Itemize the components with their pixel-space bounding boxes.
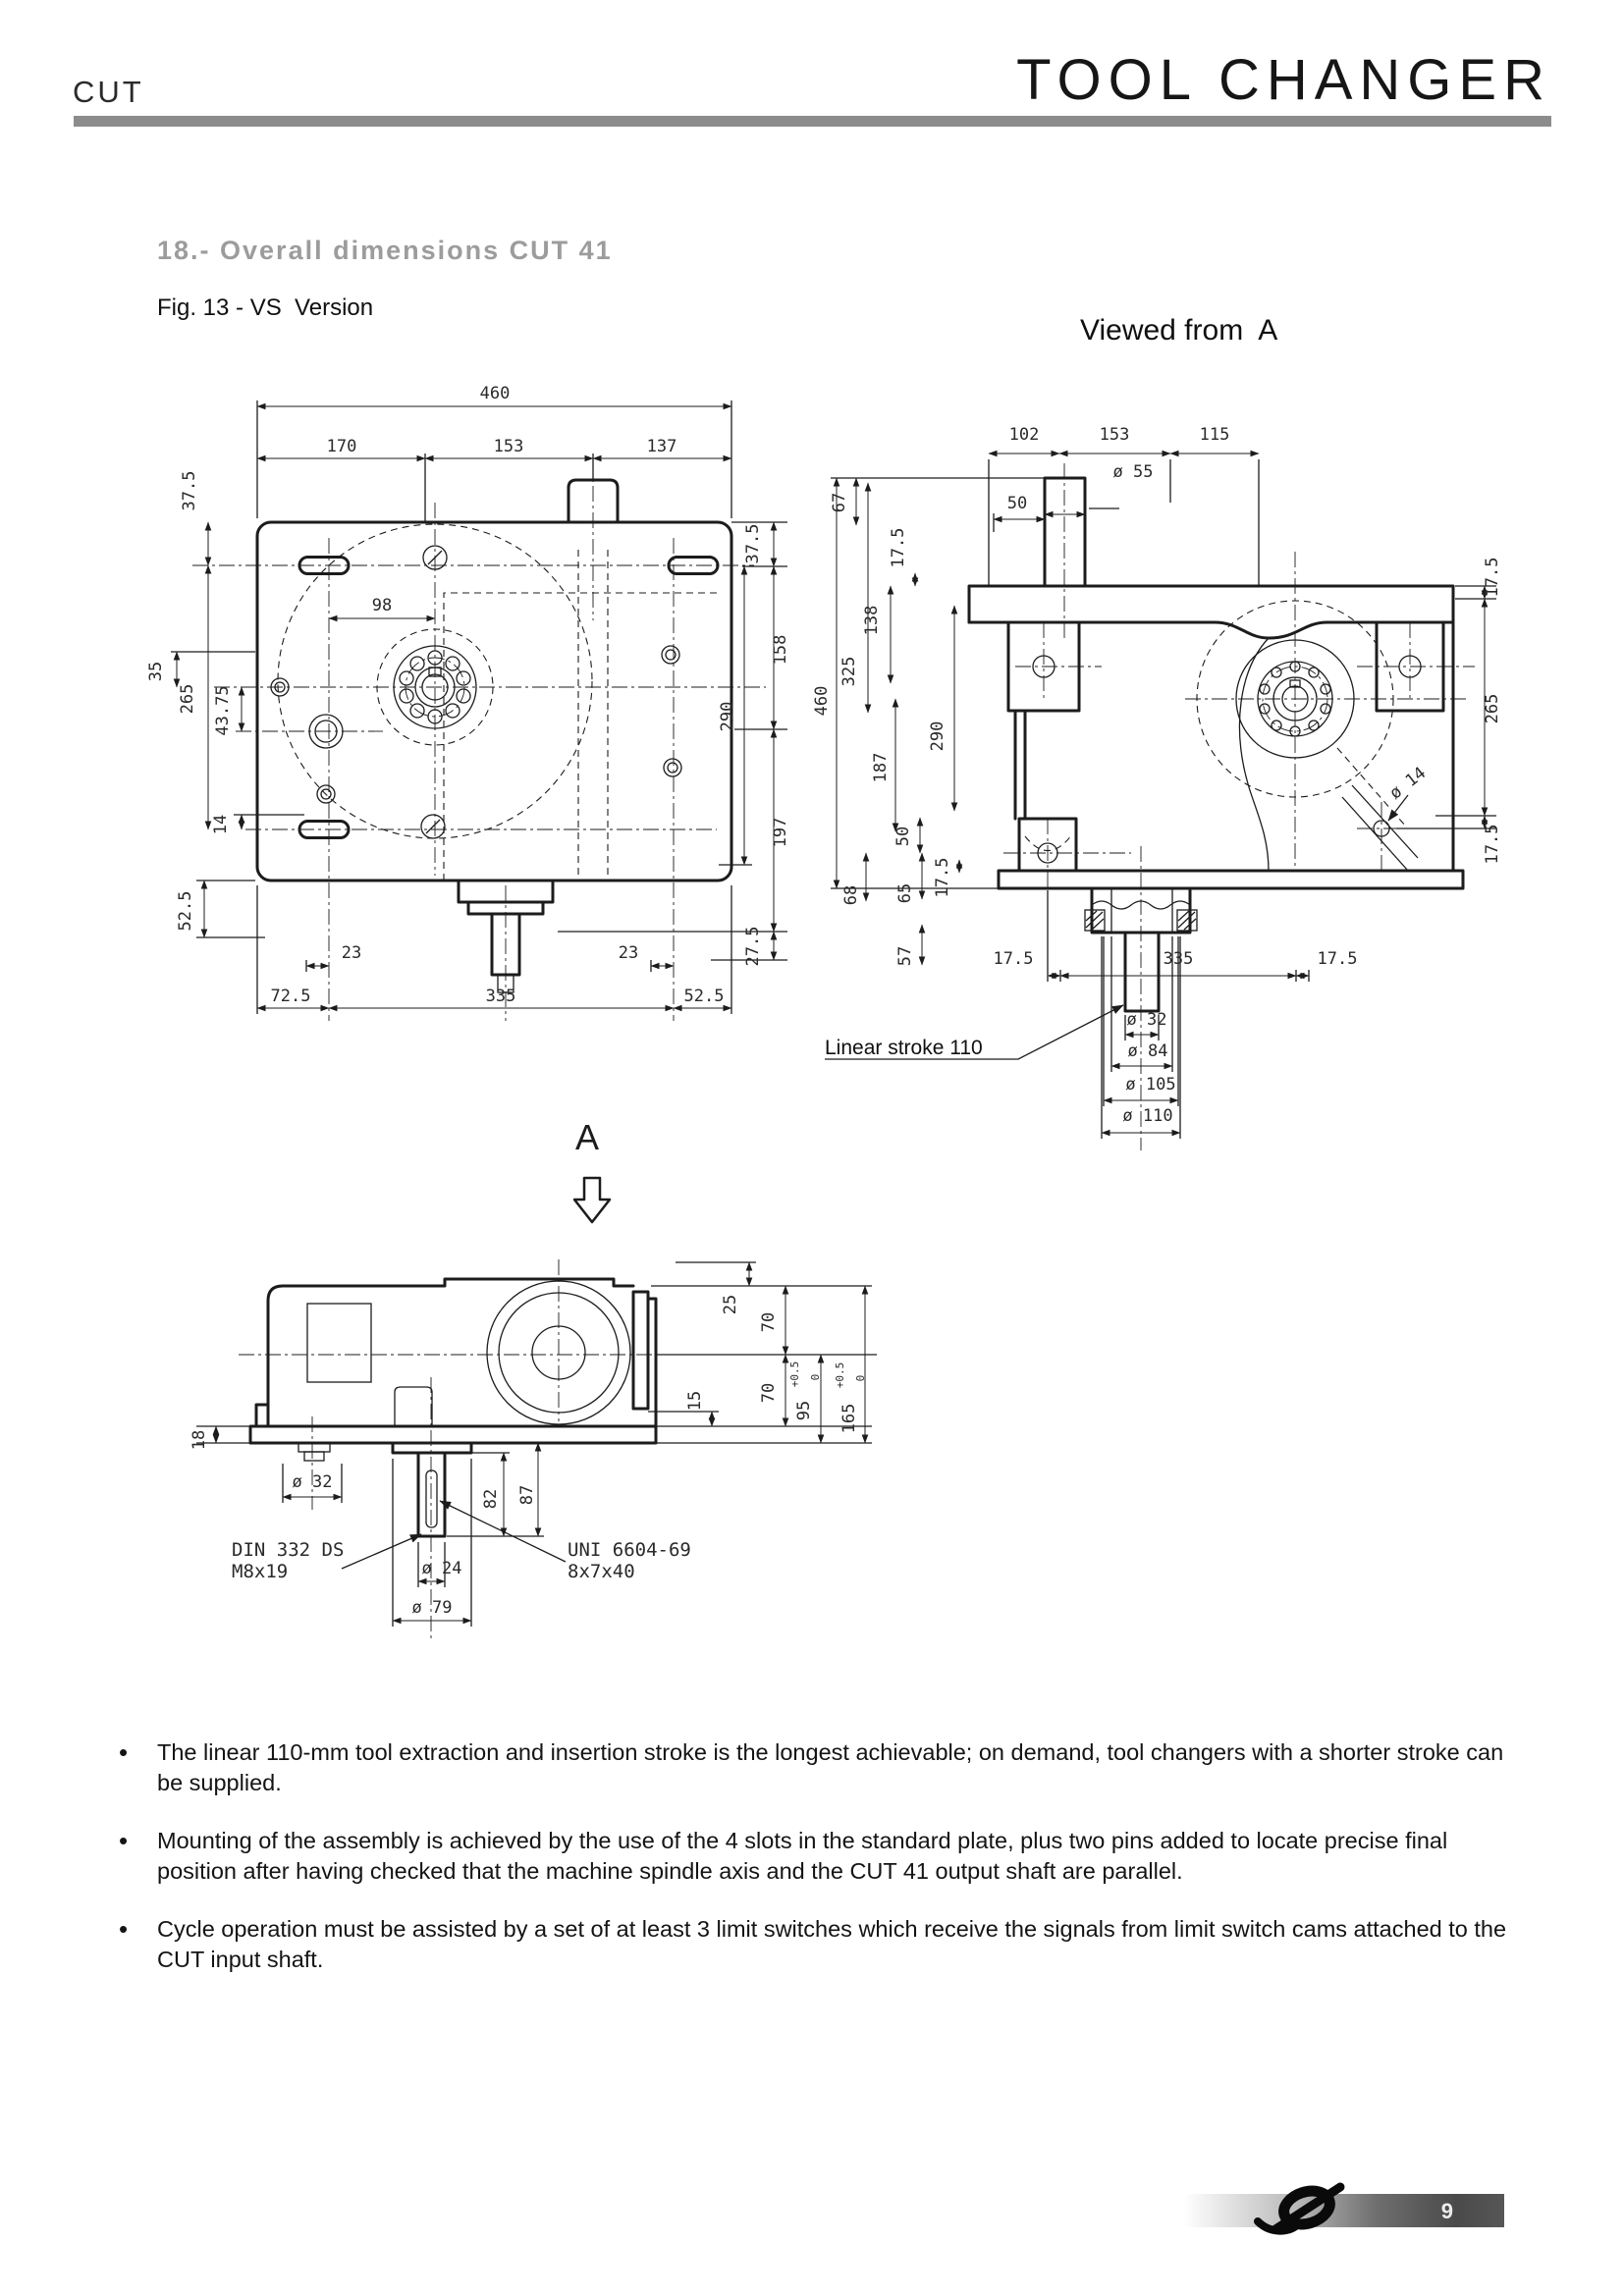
dimension-label: 67 bbox=[830, 492, 849, 513]
dimension-label: ø 84 bbox=[1127, 1041, 1168, 1061]
dimension-label: 98 bbox=[371, 596, 393, 615]
dimension-label: ø 32 bbox=[1126, 1010, 1167, 1030]
dimension-label: 325 bbox=[839, 656, 859, 687]
dimension-label: 14 bbox=[211, 814, 231, 835]
page-title: TOOL CHANGER bbox=[1016, 48, 1551, 112]
section-arrow-down-icon bbox=[572, 1176, 612, 1225]
dimension-label: 17.5 bbox=[1483, 557, 1502, 598]
notes-list bbox=[111, 1737, 1525, 2002]
plan-view-dimension-lines bbox=[171, 400, 787, 1014]
dimension-label: ø 110 bbox=[1122, 1106, 1173, 1126]
front-view-drawing bbox=[807, 375, 1553, 1160]
note-item bbox=[111, 1737, 1525, 1799]
note-text: Mounting of the assembly is achieved by the use of the 4 slots in the standard plate, plus two pins added to locate precise final position after having checked that the machine spindle axis and the CUT 41 output shaft are parallel. bbox=[157, 1827, 1448, 1885]
dimension-label: ø 55 bbox=[1112, 462, 1154, 482]
dimension-label: 57 bbox=[895, 945, 915, 967]
section-title: 18.- Overall dimensions CUT 41 bbox=[157, 236, 613, 265]
dimension-label: 290 bbox=[928, 721, 947, 752]
dimension-label: 335 bbox=[1163, 949, 1194, 969]
callout-label: M8x19 bbox=[232, 1561, 289, 1582]
dimension-label: ø 32 bbox=[292, 1472, 333, 1492]
dimension-label: 68 bbox=[841, 884, 861, 906]
callout-label: DIN 332 DS bbox=[232, 1539, 345, 1561]
dimension-label: 23 bbox=[341, 943, 362, 963]
dimension-label: 17.5 bbox=[889, 527, 908, 568]
dimension-label: 17.5 bbox=[1483, 824, 1502, 865]
dimension-label: 50 bbox=[893, 826, 913, 847]
dimension-label: 165 bbox=[839, 1403, 859, 1434]
dimension-label: 17.5 bbox=[993, 949, 1034, 969]
dimension-label: 197 bbox=[771, 817, 790, 848]
dimension-label: 52.5 bbox=[683, 987, 725, 1006]
page-number: 9 bbox=[1440, 2199, 1453, 2223]
dimension-label: 460 bbox=[812, 685, 832, 717]
dimension-label: 153 bbox=[1099, 425, 1130, 445]
note-item bbox=[111, 1826, 1525, 1888]
side-view-drawing bbox=[145, 1230, 892, 1691]
dimension-label: 82 bbox=[481, 1488, 501, 1510]
dimension-label: 187 bbox=[871, 752, 891, 783]
dimension-label: 70 bbox=[759, 1382, 779, 1404]
dimension-label: 70 bbox=[759, 1311, 779, 1333]
dimension-label: 50 bbox=[1006, 494, 1028, 513]
dimension-label: 17.5 bbox=[1317, 949, 1358, 969]
dimension-label: ø 105 bbox=[1125, 1075, 1176, 1095]
dimension-label: 15 bbox=[685, 1390, 705, 1412]
dimension-label: 0 bbox=[809, 1373, 822, 1381]
plan-view-drawing bbox=[98, 365, 805, 1052]
dimension-label: 52.5 bbox=[176, 890, 195, 932]
dimension-label: 87 bbox=[517, 1484, 537, 1506]
dimension-label: 43.75 bbox=[213, 685, 233, 736]
dimension-label: ø 24 bbox=[421, 1559, 462, 1578]
dimension-label: 27.5 bbox=[743, 926, 763, 967]
dimension-label: 170 bbox=[326, 437, 357, 456]
dimension-label: +0.5 bbox=[788, 1361, 801, 1388]
dimension-label: 23 bbox=[618, 943, 639, 963]
dimension-label: 153 bbox=[493, 437, 524, 456]
dimension-label: 265 bbox=[1483, 693, 1502, 724]
dimension-label: 95 bbox=[794, 1400, 814, 1421]
figure-caption: Fig. 13 - VS Version bbox=[157, 294, 374, 321]
note-item bbox=[111, 1914, 1525, 1976]
dimension-label: 37.5 bbox=[180, 470, 199, 511]
front-view-dimension-labels bbox=[812, 425, 1502, 1126]
note-text: The linear 110-mm tool extraction and insertion stroke is the longest achievable; on demand, tool changers with a shorter stroke can be supplied. bbox=[157, 1739, 1504, 1796]
callout-label: UNI 6604-69 bbox=[568, 1539, 691, 1561]
side-view-dimension-labels bbox=[189, 1295, 867, 1618]
brand-logo-icon bbox=[1250, 2182, 1358, 2237]
callout-label: 8x7x40 bbox=[568, 1561, 635, 1582]
callout-label: Linear stroke 110 bbox=[825, 1037, 983, 1059]
product-name: CUT bbox=[73, 75, 144, 109]
plan-view-geometry bbox=[192, 459, 766, 1021]
front-view-callouts bbox=[825, 1037, 983, 1059]
dimension-label: 72.5 bbox=[270, 987, 311, 1006]
header-rule bbox=[74, 116, 1551, 127]
dimension-label: 158 bbox=[771, 634, 790, 666]
dimension-label: 25 bbox=[721, 1294, 740, 1315]
viewed-from-label: Viewed from A bbox=[1080, 314, 1278, 347]
section-plane-letter: A bbox=[575, 1117, 600, 1157]
dimension-label: 102 bbox=[1008, 425, 1040, 445]
dimension-label: 137 bbox=[646, 437, 677, 456]
dimension-label: +0.5 bbox=[834, 1362, 846, 1389]
side-view-geometry bbox=[239, 1259, 877, 1642]
dimension-label: 17.5 bbox=[933, 857, 952, 898]
dimension-label: 0 bbox=[854, 1374, 867, 1382]
dimension-label: 138 bbox=[862, 605, 882, 636]
footer-bar bbox=[1183, 2194, 1504, 2227]
dimension-label: 65 bbox=[895, 882, 915, 904]
dimension-label: 115 bbox=[1199, 425, 1230, 445]
dimension-label: 18 bbox=[189, 1429, 209, 1451]
dimension-label: 290 bbox=[718, 701, 737, 732]
dimension-label: ø 79 bbox=[411, 1598, 453, 1618]
dimension-label: ø 14 bbox=[1385, 763, 1431, 804]
dimension-label: 37.5 bbox=[743, 523, 763, 564]
dimension-label: 460 bbox=[479, 384, 511, 403]
dimension-label: 35 bbox=[146, 661, 166, 682]
dimension-label: 335 bbox=[485, 987, 516, 1006]
dimension-label: 265 bbox=[178, 683, 197, 715]
note-text: Cycle operation must be assisted by a set of at least 3 limit switches which receive the signals from limit switch cams attached to the CUT input shaft. bbox=[157, 1915, 1507, 1973]
